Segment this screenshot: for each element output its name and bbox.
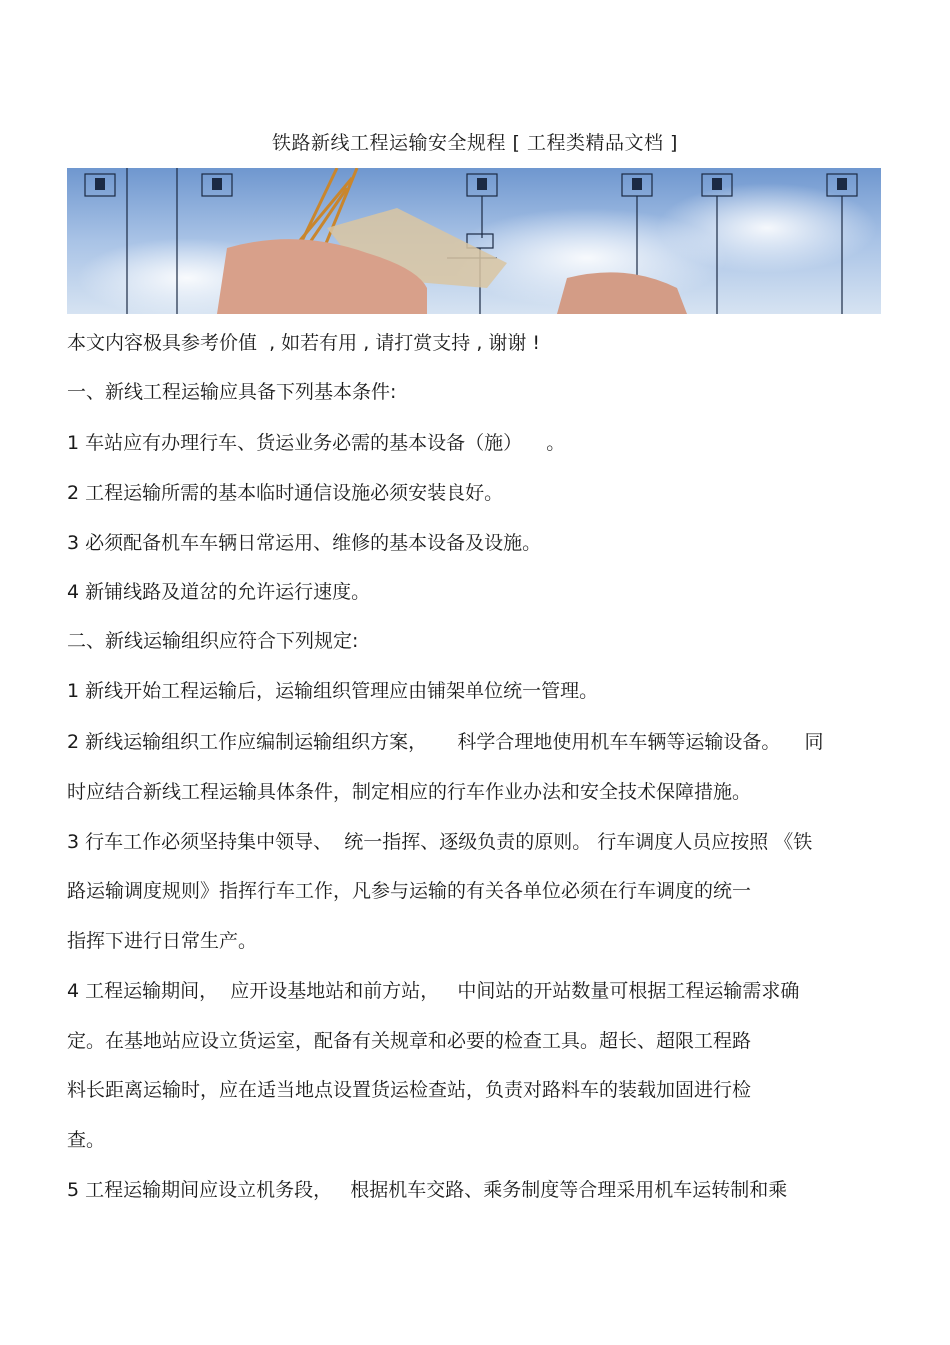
text-line: 4 工程运输期间， 应开设基地站和前方站， 中间站的开站数量可根据工程运输需求确 <box>67 980 800 1002</box>
text-line: 5 工程运输期间应设立机务段， 根据机车交路、乘务制度等合理采用机车运转制和乘 <box>67 1179 788 1201</box>
text-line: 料长距离运输时，应在适当地点设置货运检查站，负责对路料车的装载加固进行检 <box>67 1079 752 1101</box>
section-heading-1: 一、新线工程运输应具备下列基本条件: <box>67 381 397 403</box>
text-line: 4 新铺线路及道岔的允许运行速度。 <box>67 581 371 603</box>
text-line: 3 必须配备机车车辆日常运用、维修的基本设备及设施。 <box>67 532 542 554</box>
text-line: 2 新线运输组织工作应编制运输组织方案， 科学合理地使用机车车辆等运输设备。 同 <box>67 731 824 753</box>
text-line: 1 新线开始工程运输后，运输组织管理应由铺架单位统一管理。 <box>67 680 599 702</box>
text-line: 路运输调度规则》指挥行车工作，凡参与运输的有关各单位必须在行车调度的统一 <box>67 880 752 902</box>
text-line: 指挥下进行日常生产。 <box>67 930 258 952</box>
text-line: 3 行车工作必须坚持集中领导、 统一指挥、逐级负责的原则。 行车调度人员应按照 《铁 <box>67 831 813 853</box>
text-line: 查。 <box>67 1129 106 1151</box>
text-line: 时应结合新线工程运输具体条件，制定相应的行车作业办法和安全技术保障措施。 <box>67 781 752 803</box>
section-heading-2: 二、新线运输组织应符合下列规定: <box>67 630 359 652</box>
document-title: 铁路新线工程运输安全规程 [ 工程类精品文档 ] <box>272 132 678 154</box>
intro-line: 本文内容极具参考价值 , 如若有用 , 请打赏支持 , 谢谢 ! <box>67 332 541 354</box>
text-line: 2 工程运输所需的基本临时通信设施必须安装良好。 <box>67 482 504 504</box>
text-line: 定。在基地站应设立货运室，配备有关规章和必要的检查工具。超长、超限工程路 <box>67 1030 752 1052</box>
banner-image <box>67 168 881 314</box>
text-line: 1 车站应有办理行车、货运业务必需的基本设备（施） 。 <box>67 432 566 454</box>
